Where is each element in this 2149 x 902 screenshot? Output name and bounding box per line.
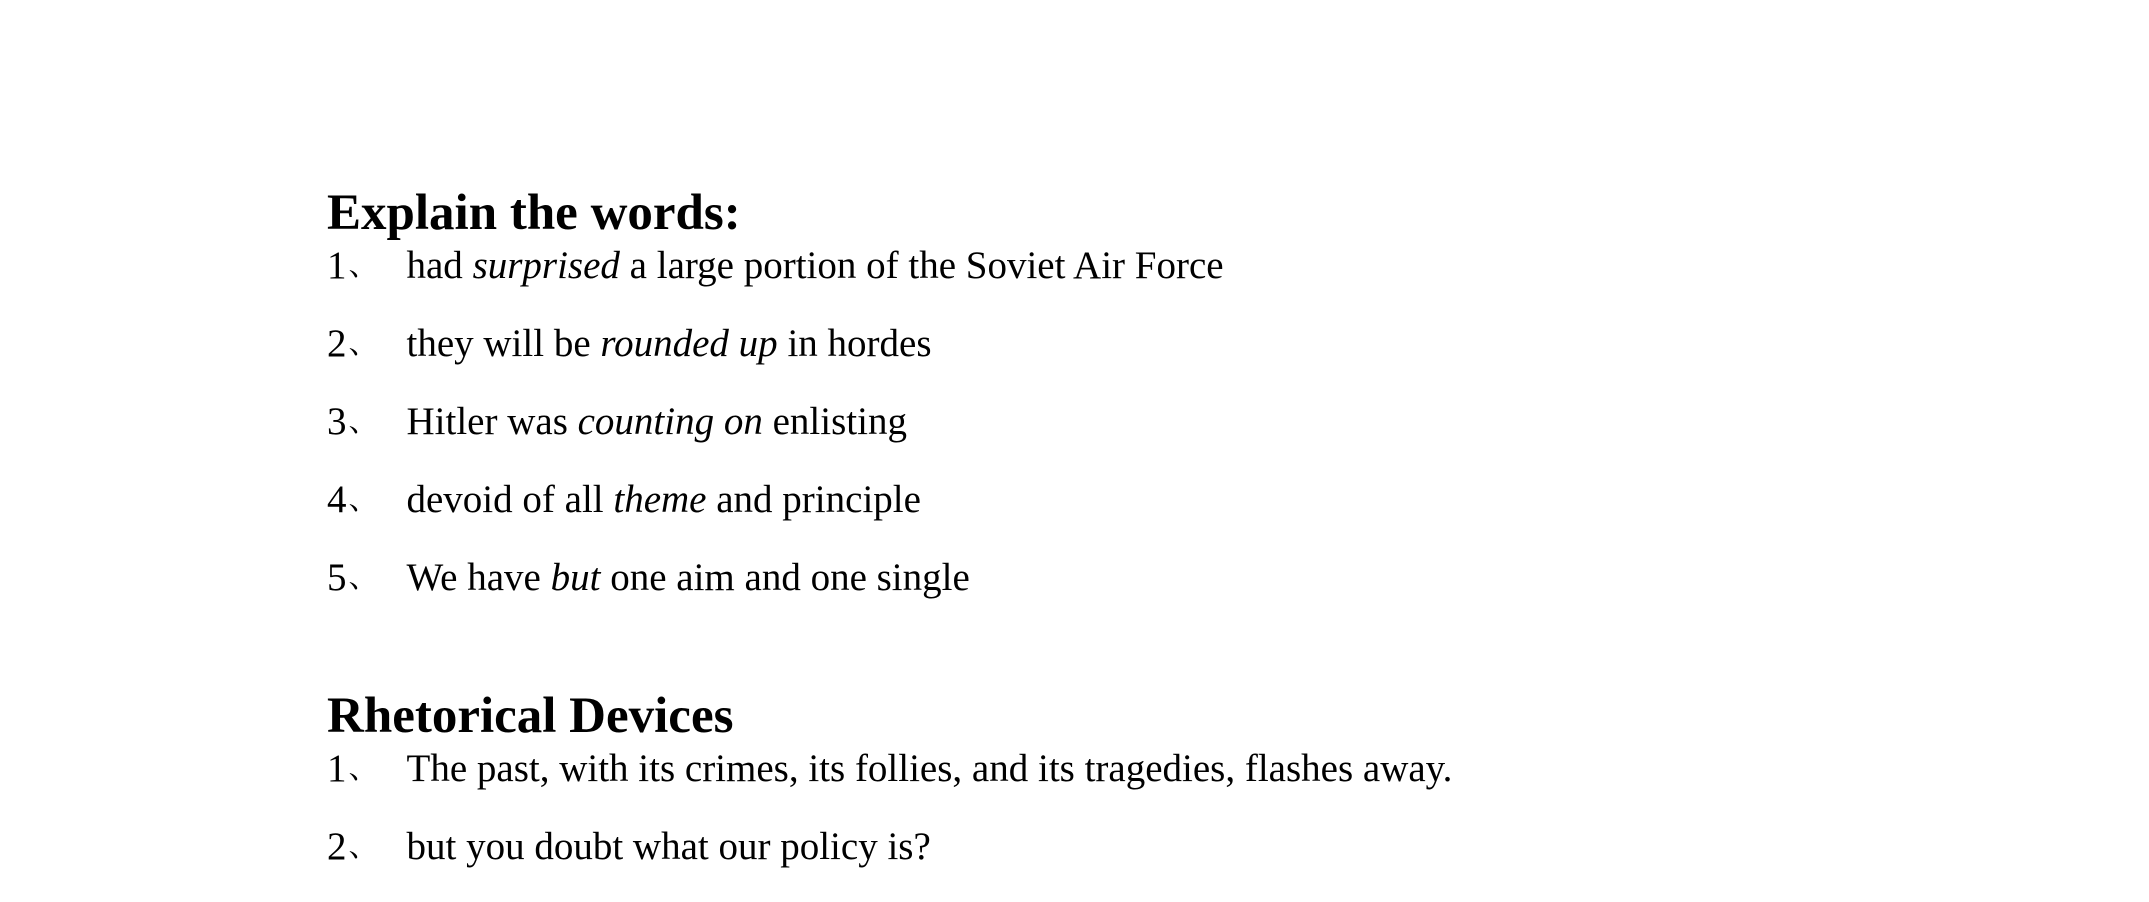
- item-number: 2: [327, 322, 347, 365]
- list-item: [327, 399, 2027, 445]
- item-number: 1: [327, 747, 347, 790]
- item-emphasis: counting on: [577, 400, 763, 443]
- item-separator: 、: [348, 326, 379, 361]
- list-item: [327, 746, 2027, 792]
- list-item: [327, 321, 2027, 367]
- item-separator: 、: [348, 482, 379, 517]
- item-text-before: Hitler was: [406, 400, 578, 443]
- list-item: [327, 555, 2027, 601]
- item-number: 2: [327, 825, 347, 868]
- explain-words-section: [327, 183, 2027, 633]
- item-emphasis: surprised: [472, 244, 620, 287]
- item-text-before: We have: [406, 556, 551, 599]
- item-emphasis: but: [550, 556, 601, 599]
- item-number: 4: [327, 478, 347, 521]
- item-text: The past, with its crimes, its follies, and its tragedies, flashes away.: [406, 747, 1453, 790]
- rhetorical-devices-section: [327, 686, 2027, 902]
- item-text: but you doubt what our policy is?: [406, 825, 931, 868]
- section-heading: Explain the words:: [327, 185, 741, 241]
- item-emphasis: theme: [613, 478, 707, 521]
- item-emphasis: rounded up: [600, 322, 778, 365]
- item-text-before: devoid of all: [406, 478, 614, 521]
- item-separator: 、: [348, 248, 379, 283]
- item-separator: 、: [348, 404, 379, 439]
- item-text-after: and principle: [706, 478, 921, 521]
- item-number: 5: [327, 556, 347, 599]
- item-text-after: enlisting: [762, 400, 907, 443]
- item-text-after: in hordes: [777, 322, 932, 365]
- item-text-after: one aim and one single: [600, 556, 970, 599]
- item-text-before: they will be: [406, 322, 601, 365]
- list-item: [327, 477, 2027, 523]
- item-number: 1: [327, 244, 347, 287]
- item-separator: 、: [348, 829, 379, 864]
- item-text-after: a large portion of the Soviet Air Force: [619, 244, 1224, 287]
- section-heading: Rhetorical Devices: [327, 688, 734, 744]
- list-item: [327, 824, 2027, 870]
- item-text-before: had: [406, 244, 473, 287]
- item-number: 3: [327, 400, 347, 443]
- item-separator: 、: [348, 560, 379, 595]
- list-item: [327, 243, 2027, 289]
- item-separator: 、: [348, 751, 379, 786]
